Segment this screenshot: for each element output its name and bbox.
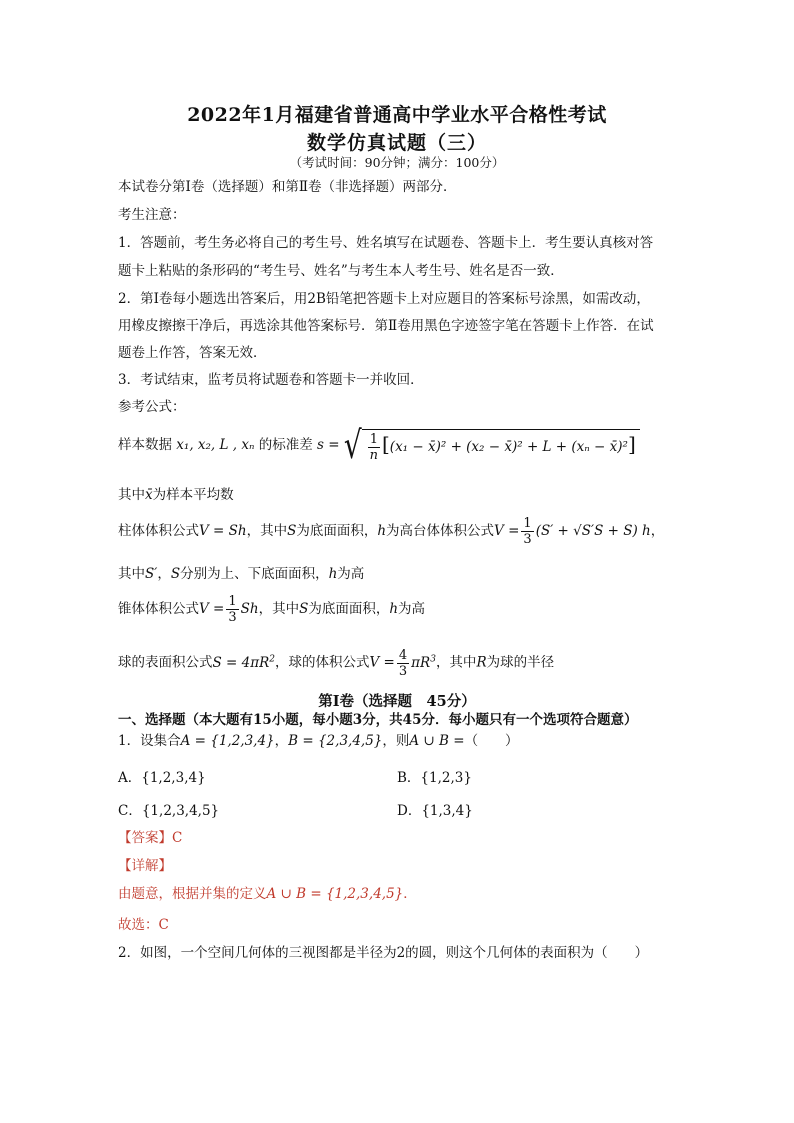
exam-meta: （考试时间：90分钟；满分：100分） xyxy=(289,155,505,170)
option-b[interactable]: B．{1,2,3} xyxy=(397,770,472,786)
formula-title: 参考公式： xyxy=(118,399,186,415)
explanation: 由题意，根据并集的定义A ∪ B = {1,2,3,4,5}． xyxy=(118,886,417,902)
detail-label: 【详解】 xyxy=(118,858,172,874)
frustum-note: 其中S′，S分别为上、下底面面积，h为高 xyxy=(118,566,365,582)
cone-formula: 锥体体积公式V = $\frac{1}{3}$ Sh，其中S为底面面积，h为高 xyxy=(118,594,426,625)
intro-line: 本试卷分第Ⅰ卷（选择题）和第Ⅱ卷（非选择题）两部分． xyxy=(118,179,457,195)
sphere-formula: 球的表面积公式$S = 4\pi R^2$，球的体积公式V = $\frac{4}{3}$ $\pi R^3$，其中R为球的半径 xyxy=(118,647,555,679)
notice-1a: 1．答题前，考生务必将自己的考生号、姓名填写在试题卷、答题卡上．考生要认真核对答 xyxy=(118,235,654,251)
notice-title: 考生注意： xyxy=(118,207,186,223)
mean-note: 其中x̄为样本平均数 xyxy=(118,487,234,503)
option-a[interactable]: A．{1,2,3,4} xyxy=(118,770,206,786)
notice-3: 3．考试结束，监考员将试题卷和答题卡一并收回． xyxy=(118,372,424,388)
question-2-stem: 2．如图，一个空间几何体的三视图都是半径为2的圆，则这个几何体的表面积为（ ） xyxy=(118,945,649,961)
prism-formula: 柱体体积公式V = Sh，其中S为底面面积，h为高台体体积公式V = $\frac{1}{3}$ (S′ + √S′S + S) h， xyxy=(118,516,665,547)
exam-subtitle: 数学仿真试题（三） xyxy=(306,132,487,154)
exam-title: 2022年1月福建省普通高中学业水平合格性考试 xyxy=(187,104,607,126)
notice-2c: 题卷上作答，答案无效． xyxy=(118,345,267,361)
section-title: 第Ⅰ卷（选择题 45分） xyxy=(318,693,476,710)
notice-1b: 题卡上粘贴的条形码的“考生号、姓名”与考生本人考生号、姓名是否一致． xyxy=(118,263,564,279)
option-c[interactable]: C．{1,2,3,4,5} xyxy=(118,803,220,819)
option-d[interactable]: D．{1,3,4} xyxy=(397,803,473,819)
choose-line: 故选：C xyxy=(118,917,169,933)
question-1-stem: 1．设集合A = {1,2,3,4}，B = {2,3,4,5}，则A ∪ B =（ ） xyxy=(118,733,519,749)
notice-2a: 2．第Ⅰ卷每小题选出答案后，用2B铅笔把答题卡上对应题目的答案标号涂黑，如需改动， xyxy=(118,291,650,307)
notice-2b: 用橡皮擦擦干净后，再选涂其他答案标号．第Ⅱ卷用黑色字迹签字笔在答题卡上作答．在试 xyxy=(118,318,654,334)
std-formula: 样本数据 x₁, x₂, L , xₙ 的标准差 s = √ $\frac{1}{n}$ [(x₁ − x̄)² + (x₂ − x̄)² + L + (xₙ − x̄)²] xyxy=(118,425,640,465)
answer-label: 【答案】C xyxy=(118,830,183,846)
part-heading: 一、选择题（本大题有15小题，每小题3分，共45分．每小题只有一个选项符合题意） xyxy=(118,712,638,728)
